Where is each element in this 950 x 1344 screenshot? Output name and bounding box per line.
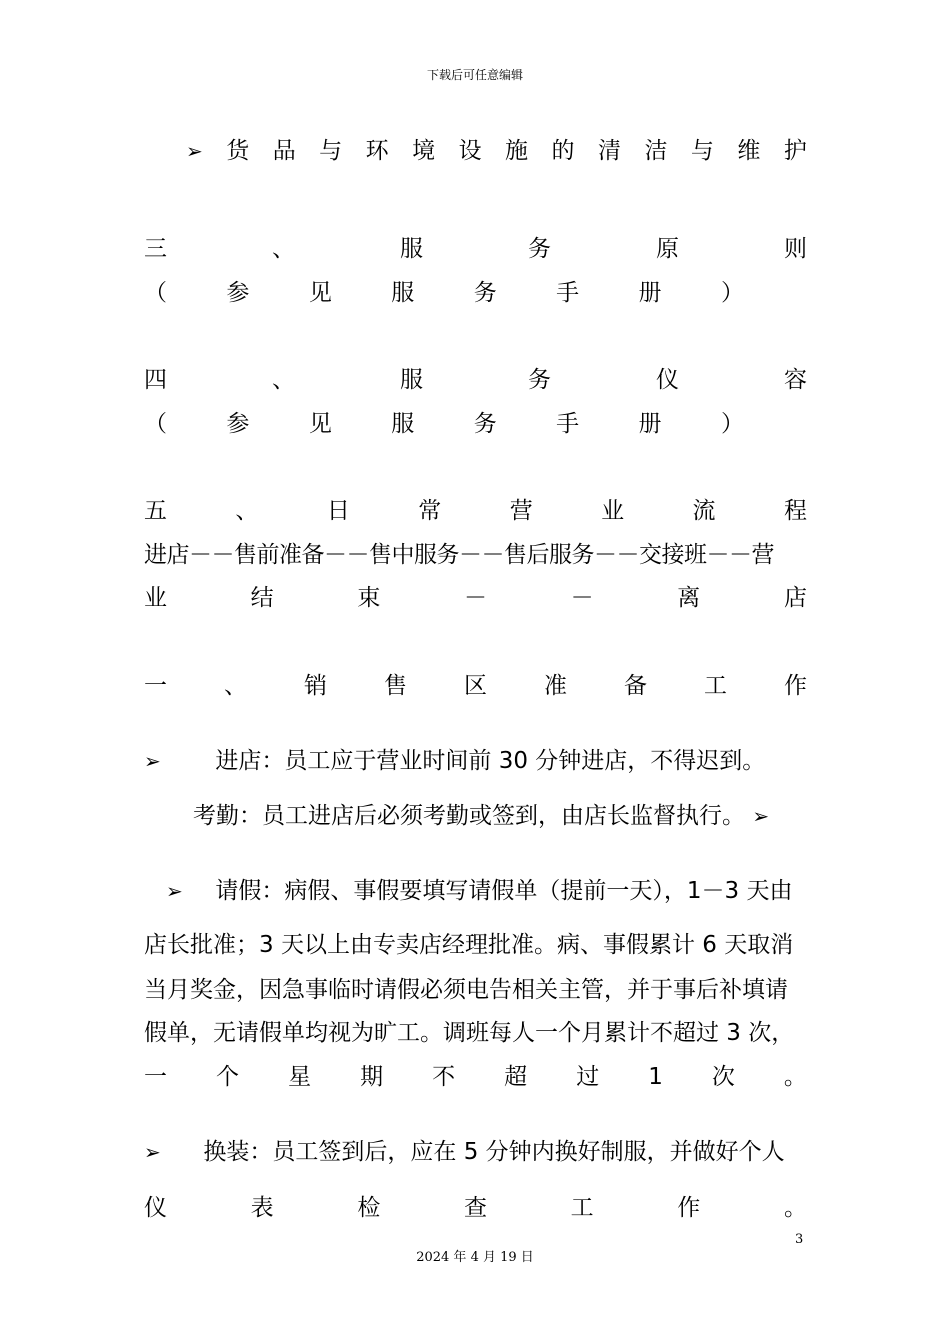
char: 容: [784, 367, 807, 393]
page-number: 3: [795, 1232, 804, 1247]
char: 1: [648, 1064, 663, 1090]
char: 表: [250, 1195, 274, 1221]
char: 一: [144, 673, 167, 699]
char: 次: [711, 1064, 735, 1090]
char: 星: [288, 1064, 312, 1090]
item-leave-line-2: 店长批准；3 天以上由专卖店经理批准。病、事假累计 6 天取消: [144, 932, 794, 958]
char: 日: [326, 498, 350, 524]
char: 务: [473, 280, 497, 306]
section-3-note: [144, 278, 744, 308]
char: 与: [690, 138, 714, 164]
arrow-bullet-icon: ➢: [752, 804, 770, 828]
char: 。: [783, 1064, 807, 1090]
char: 护: [783, 138, 807, 164]
char: 作: [677, 1195, 701, 1221]
char: 常: [418, 498, 442, 524]
char: 不: [432, 1064, 456, 1090]
section-4-note: [144, 409, 744, 439]
char: 业: [601, 498, 625, 524]
section-5-flow: 进店－－售前准备－－售中服务－－售后服务－－交接班－－营: [144, 542, 774, 568]
char: 、: [272, 367, 295, 393]
char: 参: [226, 411, 250, 437]
char: 务: [473, 411, 497, 437]
section-5-flow-end: [144, 583, 807, 613]
char: （: [144, 280, 167, 306]
char: 超: [504, 1064, 528, 1090]
char: 、: [235, 498, 259, 524]
char: 查: [463, 1195, 487, 1221]
item-text: 请假：病假、事假要填写请假单（提前一天），1－3 天由: [215, 878, 793, 904]
char: 业: [144, 585, 167, 611]
page-footer-date: 2024 年 4 月 19 日: [416, 1250, 534, 1265]
char: 境: [412, 138, 436, 164]
char: 。: [783, 1195, 807, 1221]
item-attendance: [193, 801, 807, 831]
char: 见: [308, 280, 332, 306]
char: （: [144, 411, 167, 437]
subsection-1-heading: [144, 671, 807, 701]
char: －: [463, 585, 487, 611]
item-leave-line-3: 当月奖金，因急事临时请假必须电告相关主管，并于事后补填请: [144, 977, 788, 1003]
char: 过: [576, 1064, 600, 1090]
char: 手: [556, 411, 580, 437]
char: 维: [737, 138, 761, 164]
char: 售: [384, 673, 407, 699]
char: 三: [144, 236, 167, 262]
char: 务: [528, 236, 551, 262]
item-change-line-1: [144, 1137, 807, 1167]
char: 区: [464, 673, 487, 699]
char: 、: [272, 236, 295, 262]
item-text: 换装：员工签到后，应在 5 分钟内换好制服，并做好个人: [203, 1139, 785, 1165]
arrow-bullet-icon: ➢: [144, 749, 161, 773]
char: 五: [144, 498, 167, 524]
char: 工: [704, 673, 727, 699]
arrow-bullet-icon: ➢: [166, 879, 183, 903]
char: 检: [357, 1195, 381, 1221]
char: 参: [226, 280, 250, 306]
char: 服: [391, 280, 415, 306]
arrow-bullet-icon: ➢: [144, 1140, 161, 1164]
char: 作: [784, 673, 807, 699]
char: 见: [308, 411, 332, 437]
char: 册: [638, 411, 662, 437]
char: －: [570, 585, 594, 611]
char: 洁: [644, 138, 668, 164]
char: 一: [144, 1064, 167, 1090]
char: 手: [556, 280, 580, 306]
char: 销: [304, 673, 327, 699]
page-header: 下载后可任意编辑: [426, 68, 523, 82]
bullet-goods-cleaning: [186, 136, 807, 166]
char: 的: [551, 138, 575, 164]
char: 务: [528, 367, 551, 393]
arrow-bullet-icon: ➢: [186, 139, 203, 163]
char: 准: [544, 673, 567, 699]
char: 营: [509, 498, 533, 524]
char: 与: [319, 138, 343, 164]
char: 、: [224, 673, 247, 699]
item-arrive: [144, 746, 807, 776]
char: 服: [400, 236, 423, 262]
char: 结: [250, 585, 274, 611]
char: 设: [458, 138, 482, 164]
char: 清: [597, 138, 621, 164]
char: 仪: [656, 367, 679, 393]
char: 服: [391, 411, 415, 437]
char: 原: [656, 236, 679, 262]
char: 则: [784, 236, 807, 262]
item-leave-line-5: [144, 1062, 807, 1092]
char: 品: [272, 138, 296, 164]
char: 环: [365, 138, 389, 164]
char: 施: [505, 138, 529, 164]
section-3-heading: [144, 234, 807, 264]
char: 店: [783, 585, 807, 611]
char: 程: [783, 498, 807, 524]
item-text: 考勤：员工进店后必须考勤或签到，由店长监督执行。: [193, 803, 745, 829]
char: 仪: [144, 1195, 167, 1221]
char: 服: [400, 367, 423, 393]
char: 册: [638, 280, 662, 306]
section-4-heading: [144, 365, 807, 395]
char: 工: [570, 1195, 594, 1221]
section-5-heading: [144, 496, 807, 526]
item-leave-line-1: [166, 876, 807, 906]
item-text: 进店：员工应于营业时间前 30 分钟进店，不得迟到。: [215, 748, 766, 774]
char: 四: [144, 367, 167, 393]
char: ）: [720, 411, 744, 437]
char: 备: [624, 673, 647, 699]
char: 个: [216, 1064, 240, 1090]
char: 期: [360, 1064, 384, 1090]
char: 货: [226, 138, 250, 164]
char: 离: [677, 585, 701, 611]
char: ）: [720, 280, 744, 306]
item-leave-line-4: 假单，无请假单均视为旷工。调班每人一个月累计不超过 3 次，: [144, 1020, 795, 1046]
item-change-line-2: [144, 1193, 807, 1223]
char: 束: [357, 585, 381, 611]
char: 流: [692, 498, 716, 524]
